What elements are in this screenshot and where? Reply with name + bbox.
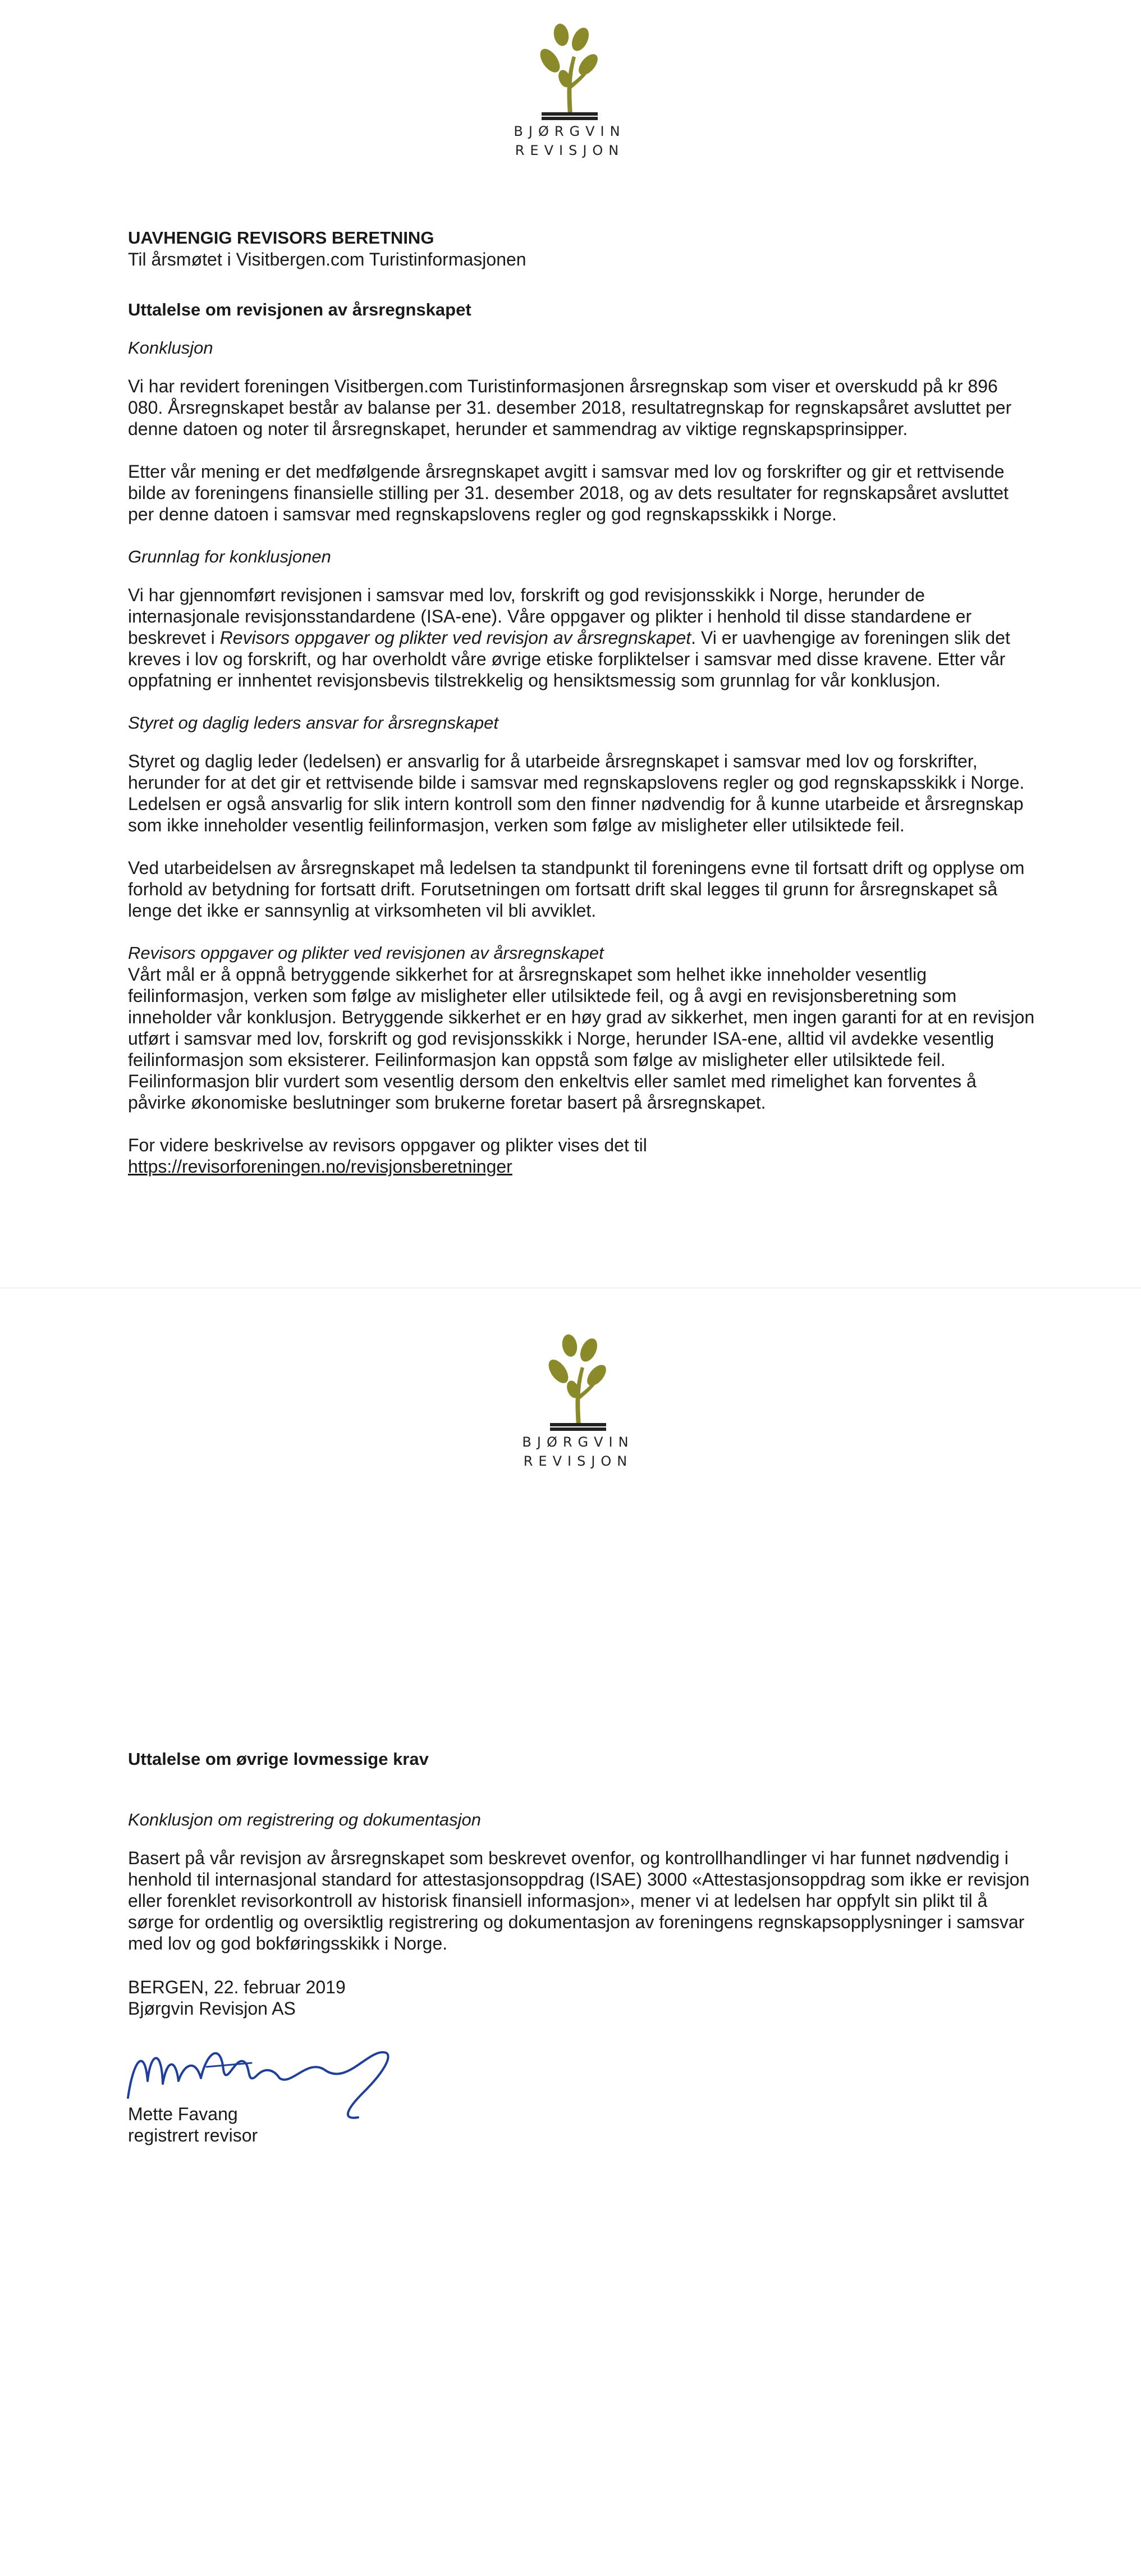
company-logo: [505, 22, 634, 159]
report-title: UAVHENGIG REVISORS BERETNING: [128, 228, 434, 248]
signer-name: Mette Favang: [128, 2104, 238, 2124]
section-heading-konklusjon: Konklusjon: [128, 338, 213, 358]
report-body: [128, 227, 1037, 1177]
grunnlag-text-em: Revisors oppgaver og plikter ved revisjon av årsregnskapet: [219, 628, 691, 648]
signer-title: registrert revisor: [128, 2125, 258, 2145]
section-heading-revisjon: Uttalelse om revisjonen av årsregnskapet: [128, 300, 471, 319]
section-heading-grunnlag: Grunnlag for konklusjonen: [128, 547, 331, 566]
revisjonsberetninger-link[interactable]: https://revisorforeningen.no/revisjonsberetninger: [128, 1156, 512, 1177]
paragraph-styret-1: Styret og daglig leder (ledelsen) er ansvarlig for å utarbeide årsregnskapet i samsvar med lov og forskrifter, herunder for at det gir et rettvisende bilde i samsvar med regnskapslovens regler og god regnskapsskikk i Norge. Ledelsen er også ansvarlig for slik intern kontroll som den finner nødvendig for å kunne utarbeide et årsregnskap som ikke inneholder vesentlig feilinformasjon, verken som følge av misligheter eller utilsiktede feil.: [128, 751, 1025, 835]
place-date: BERGEN, 22. februar 2019: [128, 1977, 346, 1997]
report-body-continued: [128, 1749, 1037, 2146]
tree-logo-icon: [542, 1333, 615, 1431]
paragraph-konklusjon-1: Vi har revidert foreningen Visitbergen.com Turistinformasjonen årsregnskap som viser et overskudd på kr 896 080. Årsregnskapet består av balanse per 31. desember 2018, resultatregnskap for regnskapsåret avsluttet per denne datoen og noter til årsregnskapet, herunder et sammendrag av viktige regnskapsprinsipper.: [128, 376, 1012, 439]
paragraph-registrering: Basert på vår revisjon av årsregnskapet som beskrevet ovenfor, og kontrollhandlinger vi har funnet nødvendig i henhold til internasjonal standard for attestasjonsoppdrag (ISAE) 3000 «Attestasjonsoppdrag som ikke er revisjon eller forenklet revisorkontroll av historisk finansiell informasjon», mener vi at ledelsen har oppfylt sin plikt til å sørge for ordentlig og oversiktlig registrering og dokumentasjon av foreningens regnskapsopplysninger i samsvar med lov og god bokføringsskikk i Norge.: [128, 1848, 1030, 1953]
company-logo: [514, 1333, 643, 1470]
section-heading-ovrige-krav: Uttalelse om øvrige lovmessige krav: [128, 1749, 429, 1769]
section-heading-registrering: Konklusjon om registrering og dokumentasjon: [128, 1810, 481, 1829]
paragraph-revisors-2: For videre beskrivelse av revisors oppgaver og plikter vises det til: [128, 1135, 647, 1155]
brand-line-1: BJØRGVIN: [522, 1434, 634, 1450]
paragraph-konklusjon-2: Etter vår mening er det medfølgende årsregnskapet avgitt i samsvar med lov og forskrifter og gir et rettvisende bilde av foreningens finansielle stilling per 31. desember 2018, og av dets resultater for regnskapsåret avsluttet per denne datoen i samsvar med regnskapslovens regler og god regnskapsskikk i Norge.: [128, 461, 1009, 524]
tree-logo-icon: [533, 22, 606, 121]
report-subtitle: Til årsmøtet i Visitbergen.com Turistinformasjonen: [128, 249, 526, 269]
brand-line-2: REVISJON: [515, 143, 625, 158]
grunnlag-text-b: . Vi er uavhengige av foreningen slik det kreves i lov og forskrift, og har overholdt våre øvrige etiske forpliktelser i samsvar med disse kravene. Etter vår oppfatning er innhentet revisjonsbevis tilstrekkelig og hensiktsmessig som grunnlag for vår konklusjon.: [128, 628, 1010, 690]
section-heading-styret: Styret og daglig leders ansvar for årsregnskapet: [128, 713, 498, 733]
section-heading-revisors: Revisors oppgaver og plikter ved revisjonen av årsregnskapet: [128, 943, 604, 963]
brand-line-2: REVISJON: [523, 1453, 633, 1469]
paragraph-revisors-1: Vårt mål er å oppnå betryggende sikkerhet for at årsregnskapet som helhet ikke inneholder vesentlig feilinformasjon, verken som følge av misligheter eller utilsiktede feil, og å avgi en revisjonsberetning som inneholder vår konklusjon. Betryggende sikkerhet er en høy grad av sikkerhet, men ingen garanti for at en revisjon utført i samsvar med lov, forskrift og god revisjonsskikk i Norge, herunder ISA-ene, alltid vil avdekke vesentlig feilinformasjon som eksisterer. Feilinformasjon kan oppstå som følge av misligheter eller utilsiktede feil. Feilinformasjon blir vurdert som vesentlig dersom den enkeltvis eller samlet med rimelighet kan forventes å påvirke økonomiske beslutninger som brukerne foretar basert på årsregnskapet.: [128, 964, 1035, 1113]
paragraph-styret-2: Ved utarbeidelsen av årsregnskapet må ledelsen ta standpunkt til foreningens evne til fortsatt drift og opplyse om forhold av betydning for fortsatt drift. Forutsetningen om fortsatt drift skal legges til grunn for årsregnskapet så lenge det ikke er sannsynlig at virksomheten vil bli avviklet.: [128, 858, 1025, 921]
brand-line-1: BJØRGVIN: [514, 123, 626, 139]
company-name: Bjørgvin Revisjon AS: [128, 1998, 296, 2019]
paragraph-grunnlag: [128, 584, 1037, 691]
grunnlag-text-a: Vi har gjennomført revisjonen i samsvar med lov, forskrift og god revisjonsskikk i Norge, herunder de internasjonale revisjonsstandardene (ISA-ene). Våre oppgaver og plikter i henhold til disse standardene er beskrevet i: [128, 585, 972, 648]
signature-block: [128, 2036, 1037, 2146]
document-page-2: [0, 1288, 1141, 2576]
